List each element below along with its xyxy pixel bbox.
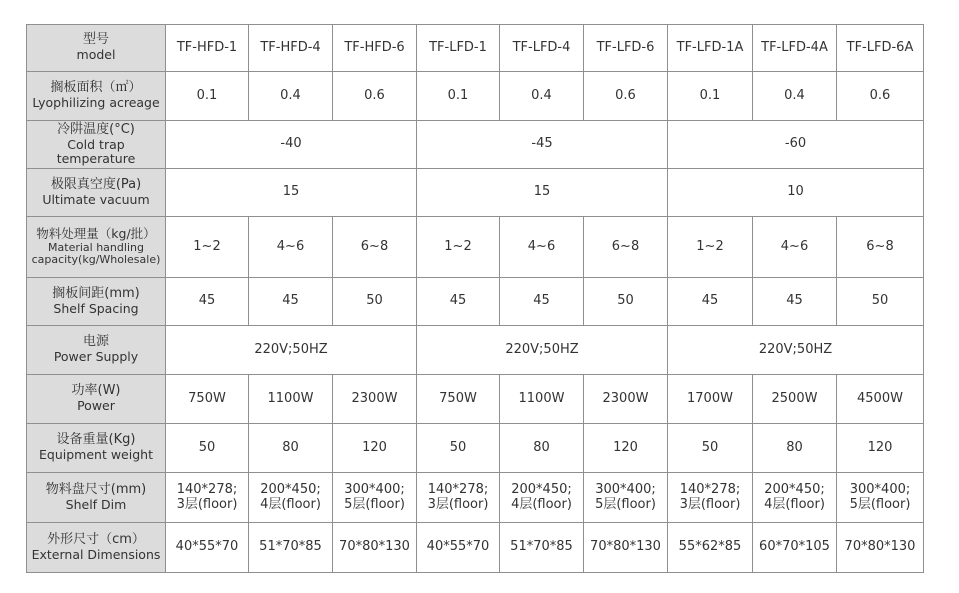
value-cell: 1~2: [668, 217, 753, 278]
value-cell: 50: [333, 278, 417, 326]
label-en: Shelf Dim: [65, 496, 127, 512]
value-cell: 1100W: [500, 375, 584, 424]
value-cell: [837, 473, 924, 523]
value-cell: 50: [584, 278, 668, 326]
model-cell: TF-LFD-4A: [753, 25, 837, 72]
row-model: [27, 25, 924, 72]
value-cell: [166, 473, 249, 523]
row-power-supply: [27, 326, 924, 375]
value-cell: 50: [417, 424, 500, 473]
row-lyophilizing-acreage: [27, 72, 924, 121]
group-value-cell: 220V;50HZ: [668, 326, 924, 375]
floor-line: 4层(floor): [511, 496, 572, 512]
value-cell: 6~8: [837, 217, 924, 278]
dim-line: 140*278;: [427, 481, 489, 497]
value-cell: 0.6: [584, 72, 668, 121]
label-en: Power: [77, 398, 115, 414]
value-cell: 120: [584, 424, 668, 473]
row-header-shelf-dim: [27, 473, 166, 523]
model-cell: TF-LFD-1: [417, 25, 500, 72]
dim-line: 200*450;: [260, 481, 321, 497]
value-cell: [417, 473, 500, 523]
label-zh: 外形尺寸（cm）: [47, 531, 145, 547]
row-shelf-dim: [27, 473, 924, 523]
floor-line: 3层(floor): [679, 496, 741, 512]
floor-line: 5层(floor): [344, 496, 405, 512]
label-en: Lyophilizing acreage: [32, 95, 160, 111]
dim-line: 140*278;: [176, 481, 238, 497]
row-header-acreage: [27, 72, 166, 121]
row-header-shelf-spacing: [27, 278, 166, 326]
value-cell: 0.4: [500, 72, 584, 121]
label-en-line-1: Material handling: [48, 240, 144, 254]
floor-line: 5层(floor): [849, 496, 911, 512]
value-cell: 45: [249, 278, 333, 326]
value-cell: 2300W: [333, 375, 417, 424]
value-cell: 51*70*85: [500, 523, 584, 573]
value-cell: 40*55*70: [417, 523, 500, 573]
value-cell: 70*80*130: [837, 523, 924, 573]
row-header-external-dimensions: [27, 523, 166, 573]
value-cell: 0.6: [837, 72, 924, 121]
value-cell: 1~2: [417, 217, 500, 278]
dim-line: 200*450;: [511, 481, 572, 497]
value-cell: [249, 473, 333, 523]
label-zh: 设备重量(Kg): [56, 432, 136, 448]
value-cell: 0.4: [249, 72, 333, 121]
label-zh: 极限真空度(Pa): [50, 176, 142, 192]
row-header-weight: [27, 424, 166, 473]
value-cell: [584, 473, 668, 523]
label-zh: 搁板面积（㎡）: [50, 80, 142, 96]
value-cell: 6~8: [584, 217, 668, 278]
row-equipment-weight: [27, 424, 924, 473]
floor-line: 4层(floor): [764, 496, 825, 512]
label-zh: 冷阱温度(°C): [57, 121, 135, 137]
row-cold-trap-temperature: [27, 121, 924, 169]
value-cell: 1~2: [166, 217, 249, 278]
value-cell: 55*62*85: [668, 523, 753, 573]
model-cell: TF-HFD-1: [166, 25, 249, 72]
label-en: Ultimate vacuum: [42, 191, 150, 207]
row-ultimate-vacuum: [27, 169, 924, 217]
group-value-cell: 10: [668, 169, 924, 217]
dim-line: 300*400;: [849, 481, 911, 497]
value-cell: 1700W: [668, 375, 753, 424]
value-cell: 80: [249, 424, 333, 473]
value-cell: 70*80*130: [333, 523, 417, 573]
value-cell: 0.6: [333, 72, 417, 121]
row-header-power-supply: [27, 326, 166, 375]
model-cell: TF-LFD-4: [500, 25, 584, 72]
model-cell: TF-LFD-6: [584, 25, 668, 72]
value-cell: 60*70*105: [753, 523, 837, 573]
group-value-cell: -45: [417, 121, 668, 169]
label-en: External Dimensions: [31, 546, 161, 562]
value-cell: 120: [333, 424, 417, 473]
value-cell: 750W: [417, 375, 500, 424]
label-en: Cold trap temperature: [56, 136, 136, 166]
value-cell: 70*80*130: [584, 523, 668, 573]
dim-line: 300*400;: [595, 481, 656, 497]
dim-line: 200*450;: [764, 481, 825, 497]
value-cell: 45: [753, 278, 837, 326]
value-cell: 4~6: [753, 217, 837, 278]
group-value-cell: 15: [417, 169, 668, 217]
label-zh: 物料盘尺寸(mm): [45, 481, 147, 497]
value-cell: 4~6: [500, 217, 584, 278]
value-cell: [668, 473, 753, 523]
value-cell: 50: [837, 278, 924, 326]
label-en: Equipment weight: [39, 447, 153, 463]
value-cell: 0.1: [417, 72, 500, 121]
floor-line: 3层(floor): [427, 496, 489, 512]
label-en-line-2: capacity(kg/Wholesale): [31, 253, 161, 267]
value-cell: [753, 473, 837, 523]
value-cell: 45: [500, 278, 584, 326]
value-cell: 2500W: [753, 375, 837, 424]
row-header-capacity: [27, 217, 166, 278]
row-external-dimensions: [27, 523, 924, 573]
floor-line: 5层(floor): [595, 496, 656, 512]
group-value-cell: -40: [166, 121, 417, 169]
floor-line: 4层(floor): [260, 496, 321, 512]
value-cell: 50: [166, 424, 249, 473]
value-cell: 4~6: [249, 217, 333, 278]
label-zh: 功率(W): [71, 383, 121, 399]
value-cell: [333, 473, 417, 523]
group-value-cell: 220V;50HZ: [417, 326, 668, 375]
value-cell: 45: [166, 278, 249, 326]
value-cell: 80: [753, 424, 837, 473]
group-value-cell: 220V;50HZ: [166, 326, 417, 375]
value-cell: 80: [500, 424, 584, 473]
row-header-model: [27, 25, 166, 72]
value-cell: [500, 473, 584, 523]
value-cell: 6~8: [333, 217, 417, 278]
model-cell: TF-LFD-1A: [668, 25, 753, 72]
label-zh: 搁板间距(mm): [52, 285, 140, 301]
model-cell: TF-HFD-6: [333, 25, 417, 72]
value-cell: 0.1: [668, 72, 753, 121]
dim-line: 140*278;: [679, 481, 741, 497]
value-cell: 750W: [166, 375, 249, 424]
value-cell: 40*55*70: [166, 523, 249, 573]
value-cell: 0.1: [166, 72, 249, 121]
row-header-cold-trap: [27, 121, 166, 169]
value-cell: 45: [668, 278, 753, 326]
value-cell: 4500W: [837, 375, 924, 424]
spec-table: [26, 24, 924, 573]
label-en: Power Supply: [53, 349, 139, 365]
row-power: [27, 375, 924, 424]
model-cell: TF-LFD-6A: [837, 25, 924, 72]
model-cell: TF-HFD-4: [249, 25, 333, 72]
label-en: Shelf Spacing: [53, 300, 139, 316]
value-cell: 120: [837, 424, 924, 473]
label-en: model: [76, 47, 116, 63]
row-shelf-spacing: [27, 278, 924, 326]
dim-line: 300*400;: [344, 481, 405, 497]
value-cell: 1100W: [249, 375, 333, 424]
value-cell: 50: [668, 424, 753, 473]
value-cell: 51*70*85: [249, 523, 333, 573]
group-value-cell: -60: [668, 121, 924, 169]
floor-line: 3层(floor): [176, 496, 238, 512]
row-header-power: [27, 375, 166, 424]
label-zh: 物料处理量（kg/批）: [36, 226, 156, 242]
value-cell: 45: [417, 278, 500, 326]
row-header-vacuum: [27, 169, 166, 217]
label-zh: 型号: [82, 32, 109, 48]
value-cell: 0.4: [753, 72, 837, 121]
row-material-handling-capacity: [27, 217, 924, 278]
value-cell: 2300W: [584, 375, 668, 424]
label-zh: 电源: [82, 334, 109, 350]
group-value-cell: 15: [166, 169, 417, 217]
